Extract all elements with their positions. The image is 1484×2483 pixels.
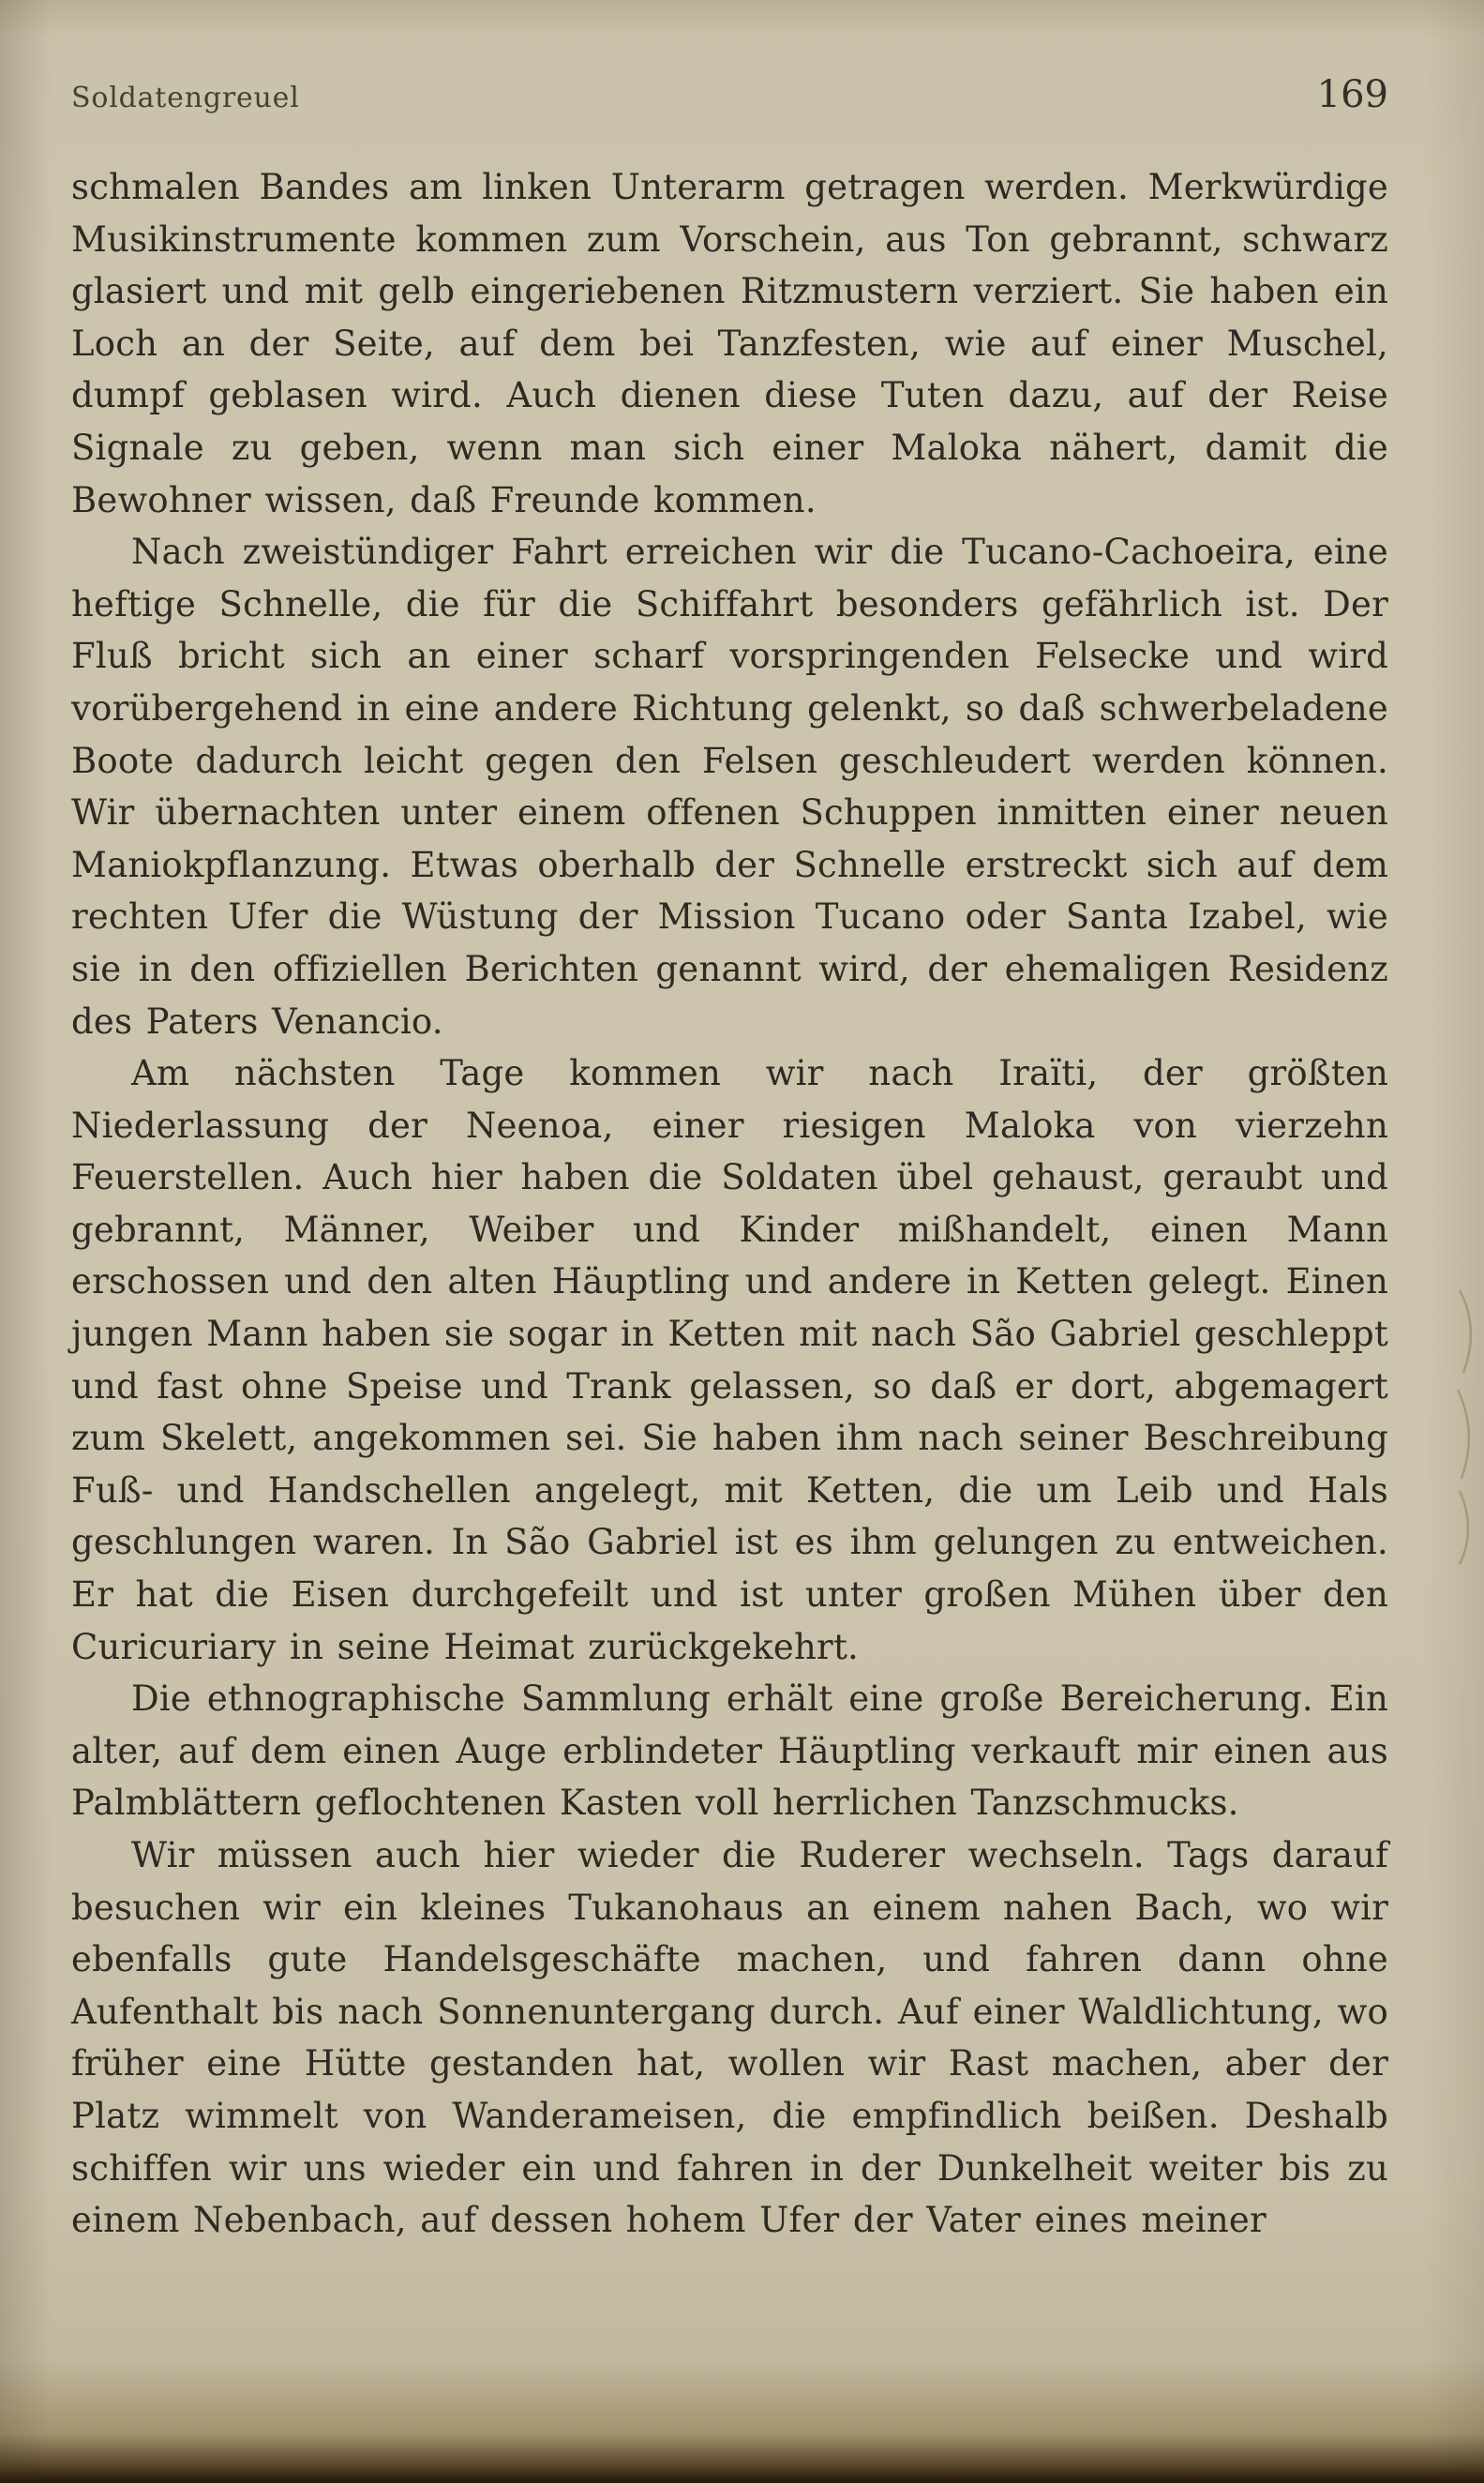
page-content (71, 0, 1388, 2247)
paragraph: schmalen Bandes am linken Unterarm getragen werden. Merkwürdige Musikinstrumente kommen zum Vorschein, aus Ton gebrannt, schwarz glasiert und mit gelb eingeriebenen Ritzmustern verziert. Sie haben ein Loch an der Seite, auf dem bei Tanzfesten, wie auf einer Muschel, dumpf geblasen wird. Auch dienen diese Tuten dazu, auf der Reise Signale zu geben, wenn man sich einer Maloka nähert, damit die Bewohner wissen, daß Freunde kommen. (71, 167, 1388, 520)
running-head (71, 73, 1388, 116)
paragraph: Wir müssen auch hier wieder die Ruderer wechseln. Tags darauf besuchen wir ein kleines Tukanohaus an einem nahen Bach, wo wir ebenfalls gute Handelsgeschäfte machen, und fahren dann ohne Aufenthalt bis nach Sonnenuntergang durch. Auf einer Waldlichtung, wo früher eine Hütte gestanden hat, wollen wir Rast machen, aber der Platz wimmelt von Wanderameisen, die empfindlich beißen. Deshalb schiffen wir uns wieder ein und fahren in der Dunkelheit weiter bis zu einem Nebenbach, auf dessen hohem Ufer der Vater eines meiner (71, 1835, 1388, 2241)
body-text (71, 161, 1388, 2247)
running-title: Soldatengreuel (71, 82, 300, 114)
paragraph: Am nächsten Tage kommen wir nach Iraïti, der größten Niederlassung der Neenoa, einer riesigen Maloka von vierzehn Feuerstellen. Auch hier haben die Soldaten übel gehaust, geraubt und gebrannt, Männer, Weiber und Kinder mißhandelt, einen Mann erschossen und den alten Häuptling und andere in Ketten gelegt. Einen jungen Mann haben sie sogar in Ketten mit nach São Gabriel geschleppt und fast ohne Speise und Trank gelassen, so daß er dort, abgemagert zum Skelett, angekommen sei. Sie haben ihm nach seiner Beschreibung Fuß- und Handschellen angelegt, mit Ketten, die um Leib und Hals geschlungen waren. In São Gabriel ist es ihm gelungen zu entweichen. Er hat die Eisen durchgefeilt und ist unter großen Mühen über den Curicuriary in seine Heimat zurückgekehrt. (71, 1053, 1388, 1667)
page-number: 169 (1316, 73, 1388, 116)
paragraph: Nach zweistündiger Fahrt erreichen wir die Tucano-Cachoeira, eine heftige Schnelle, die für die Schiffahrt besonders gefährlich ist. Der Fluß bricht sich an einer scharf vorspringenden Felsecke und wird vorübergehend in eine andere Richtung gelenkt, so daß schwerbeladene Boote dadurch leicht gegen den Felsen geschleudert werden können. Wir übernachten unter einem offenen Schuppen inmitten einer neuen Maniokpflanzung. Etwas oberhalb der Schnelle erstreckt sich auf dem rechten Ufer die Wüstung der Mission Tucano oder Santa Izabel, wie sie in den offiziellen Berichten genannt wird, der ehemaligen Residenz des Paters Venancio. (71, 532, 1388, 1042)
paragraph: Die ethnographische Sammlung erhält eine große Bereicherung. Ein alter, auf dem einen Auge erblindeter Häuptling verkauft mir einen aus Palmblättern geflochtenen Kasten voll herrlichen Tanzschmucks. (71, 1678, 1388, 1824)
pencil-margin-mark (1454, 1287, 1478, 1568)
